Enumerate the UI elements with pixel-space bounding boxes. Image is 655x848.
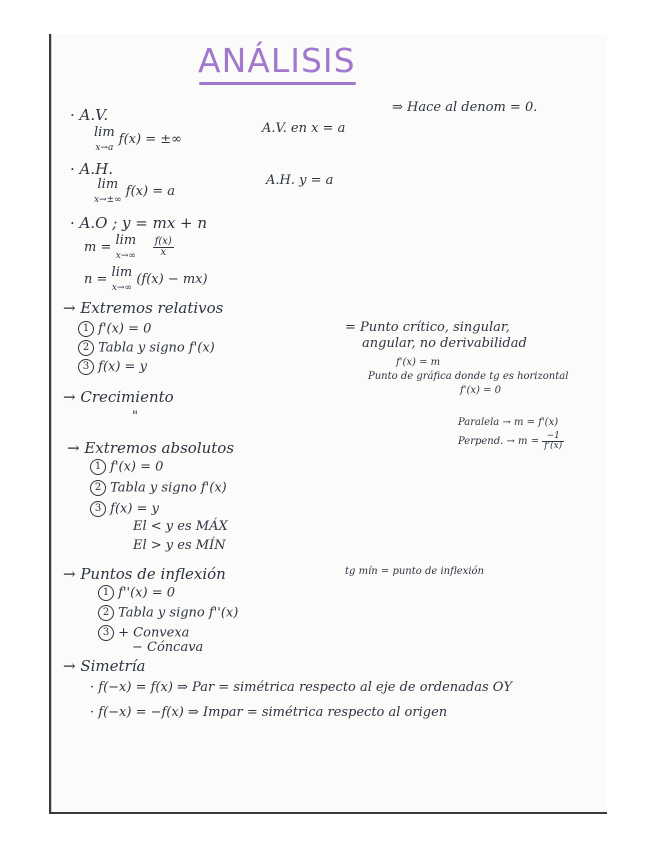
inflexion-note: tg mín = punto de inflexión bbox=[345, 566, 484, 577]
av-lim: lim bbox=[94, 125, 115, 140]
step-number-badge: 3 bbox=[90, 501, 106, 517]
av-limit bbox=[94, 126, 182, 153]
extremos-relativos-heading: → Extremos relativos bbox=[63, 299, 224, 317]
step-text: f(x) = y bbox=[110, 501, 159, 517]
ao-m-denominator: x bbox=[160, 247, 167, 259]
step-number-badge: 1 bbox=[90, 459, 106, 475]
relativos-step-1 bbox=[78, 321, 151, 337]
absolutos-step-2 bbox=[90, 480, 227, 496]
perpend-fraction bbox=[542, 432, 564, 451]
step-number-badge: 3 bbox=[98, 625, 114, 641]
inflexion-step-1 bbox=[98, 585, 175, 601]
relativos-note-line-1: = Punto crítico, singular, bbox=[345, 320, 510, 335]
inflexion-concava: − Cóncava bbox=[132, 640, 204, 655]
ao-m-formula bbox=[84, 234, 174, 261]
ah-label: · A.H. bbox=[70, 160, 113, 178]
ao-n-formula bbox=[84, 266, 208, 293]
perpend-rule bbox=[458, 432, 564, 451]
relativos-note-line-5: f'(x) = 0 bbox=[460, 385, 501, 396]
absolutos-max-rule: El < y es MÁX bbox=[133, 519, 228, 534]
ah-result: A.H. y = a bbox=[266, 173, 334, 188]
ao-n-expression: (f(x) − mx) bbox=[136, 272, 208, 288]
step-number-badge: 1 bbox=[78, 321, 94, 337]
ao-n-lim-sub: x→∞ bbox=[111, 282, 132, 293]
simetria-par-rule: · f(−x) = f(x) ⇒ Par = simétrica respecto al eje de ordenadas OY bbox=[90, 680, 513, 695]
step-number-badge: 2 bbox=[98, 605, 114, 621]
perpend-lhs: Perpend. → m = bbox=[458, 436, 540, 447]
av-expression: f(x) = ±∞ bbox=[118, 132, 182, 148]
relativos-note-line-2: angular, no derivabilidad bbox=[362, 336, 527, 351]
absolutos-step-1 bbox=[90, 459, 163, 475]
step-text: f(x) = y bbox=[98, 359, 147, 375]
step-text: f''(x) = 0 bbox=[118, 585, 176, 601]
step-text: f'(x) = 0 bbox=[110, 459, 164, 475]
ah-lim-sub: x→±∞ bbox=[94, 194, 122, 205]
step-number-badge: 3 bbox=[78, 359, 94, 375]
step-number-badge: 1 bbox=[98, 585, 114, 601]
relativos-note-line-4: Punto de gráfica donde tg es horizontal bbox=[368, 371, 569, 382]
step-text: f'(x) = 0 bbox=[98, 321, 152, 337]
absolutos-min-rule: El > y es MÍN bbox=[133, 538, 226, 553]
title-underline bbox=[199, 82, 356, 85]
ao-m-lim-sub: x→∞ bbox=[115, 250, 136, 261]
step-number-badge: 2 bbox=[90, 480, 106, 496]
relativos-note-line-3: f'(x) = m bbox=[396, 357, 441, 368]
crecimiento-ditto: " bbox=[132, 409, 138, 424]
av-lim-sub: x→a bbox=[95, 142, 114, 153]
av-note: ⇒ Hace al denom = 0. bbox=[392, 100, 538, 115]
perpend-denominator: f'(x) bbox=[544, 441, 563, 451]
ah-lim: lim bbox=[97, 177, 119, 192]
ah-expression: f(x) = a bbox=[125, 184, 175, 200]
ao-label: · A.O ; y = mx + n bbox=[70, 214, 208, 232]
inflexion-step-3 bbox=[98, 625, 189, 641]
inflexion-step-2 bbox=[98, 605, 238, 621]
relativos-step-2 bbox=[78, 340, 215, 356]
ao-m-fraction bbox=[153, 237, 174, 258]
inflexion-heading: → Puntos de inflexión bbox=[63, 565, 226, 583]
ao-m-lhs: m = bbox=[84, 240, 112, 256]
relativos-step-3 bbox=[78, 359, 147, 375]
ao-n-lhs: n = bbox=[84, 272, 108, 288]
simetria-impar-rule: · f(−x) = −f(x) ⇒ Impar = simétrica respecto al origen bbox=[90, 705, 448, 720]
step-text: Tabla y signo f'(x) bbox=[98, 340, 215, 356]
ao-n-lim: lim bbox=[111, 265, 133, 280]
step-number-badge: 2 bbox=[78, 340, 94, 356]
paralela-rule: Paralela → m = f'(x) bbox=[458, 417, 559, 428]
perpend-numerator: −1 bbox=[542, 432, 564, 442]
ao-m-numerator: f(x) bbox=[154, 236, 172, 248]
ao-m-lim: lim bbox=[115, 233, 137, 248]
extremos-absolutos-heading: → Extremos absolutos bbox=[67, 439, 235, 457]
crecimiento-heading: → Crecimiento bbox=[63, 388, 174, 406]
absolutos-step-3 bbox=[90, 501, 159, 517]
av-label: · A.V. bbox=[70, 106, 109, 124]
step-text: Tabla y signo f''(x) bbox=[118, 605, 239, 621]
step-text: + Convexa bbox=[118, 625, 190, 641]
ah-limit bbox=[94, 178, 175, 205]
step-text: Tabla y signo f'(x) bbox=[110, 480, 227, 496]
page-title: ANÁLISIS bbox=[198, 41, 356, 80]
av-result: A.V. en x = a bbox=[262, 121, 346, 136]
simetria-heading: → Simetría bbox=[63, 657, 146, 675]
